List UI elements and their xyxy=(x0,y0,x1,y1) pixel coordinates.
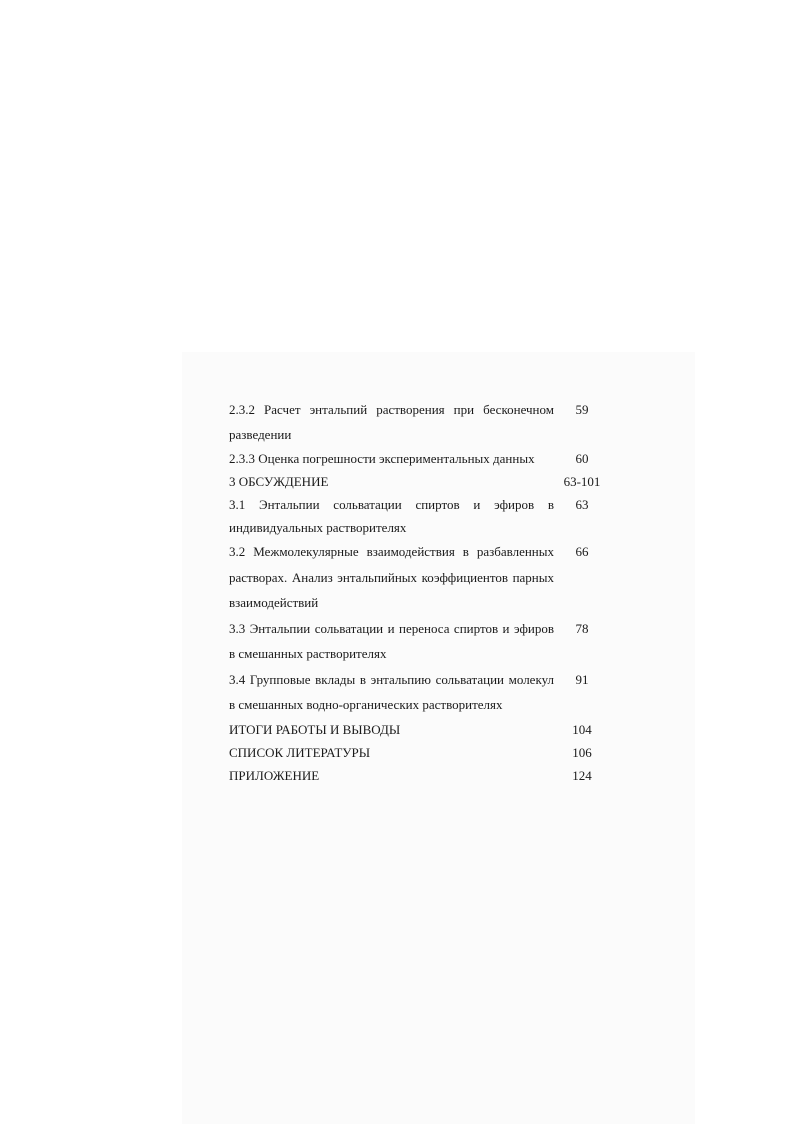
toc-entry-3-4[interactable] xyxy=(229,667,611,718)
toc-entry-page: 78 xyxy=(575,620,589,636)
toc-entry-3-2[interactable] xyxy=(229,539,611,616)
toc-entry-3-1[interactable] xyxy=(229,493,611,539)
toc-entry-title: 3.3 Энтальпии сольватации и переноса спиртов и эфиров в смешанных растворителях xyxy=(229,620,554,661)
toc-entry-title: ИТОГИ РАБОТЫ И ВЫВОДЫ xyxy=(229,721,401,737)
toc-entry-2-3-3[interactable] xyxy=(229,447,611,470)
toc-entry-2-3-2[interactable] xyxy=(229,397,611,447)
toc-entry-references[interactable] xyxy=(229,741,611,764)
toc-entry-page: 106 xyxy=(572,744,592,760)
toc-entry-title: 3 ОБСУЖДЕНИЕ xyxy=(229,474,329,489)
toc-entry-3[interactable] xyxy=(229,470,611,493)
toc-entry-page: 63-101 xyxy=(563,474,601,489)
toc-entry-title: 3.2 Межмолекулярные взаимодействия в разбавленных растворах. Анализ энтальпийных коэффициентов парных взаимодействий xyxy=(229,544,554,610)
toc-entry-conclusions[interactable] xyxy=(229,718,611,741)
toc-entry-appendix[interactable] xyxy=(229,764,611,787)
toc-entry-page: 91 xyxy=(575,671,589,687)
toc-entry-page: 66 xyxy=(575,544,589,559)
table-of-contents xyxy=(229,397,611,787)
toc-entry-title: 2.3.3 Оценка погрешности экспериментальных данных xyxy=(229,451,535,466)
toc-entry-title: 3.1 Энтальпии сольватации спиртов и эфиров в индивидуальных растворителях xyxy=(229,497,554,535)
toc-entry-title: СПИСОК ЛИТЕРАТУРЫ xyxy=(229,744,371,760)
toc-entry-title: 3.4 Групповые вклады в энтальпию сольватации молекул в смешанных водно-органических растворителях xyxy=(229,671,554,712)
toc-entry-3-3[interactable] xyxy=(229,616,611,667)
toc-entry-title: ПРИЛОЖЕНИЕ xyxy=(229,767,320,783)
toc-entry-page: 104 xyxy=(572,721,592,737)
toc-entry-title: 2.3.2 Расчет энтальпий растворения при бесконечном разведении xyxy=(229,402,554,442)
toc-entry-page: 60 xyxy=(575,451,589,466)
toc-entry-page: 59 xyxy=(575,402,589,417)
toc-entry-page: 124 xyxy=(572,767,592,783)
toc-entry-page: 63 xyxy=(575,497,589,512)
